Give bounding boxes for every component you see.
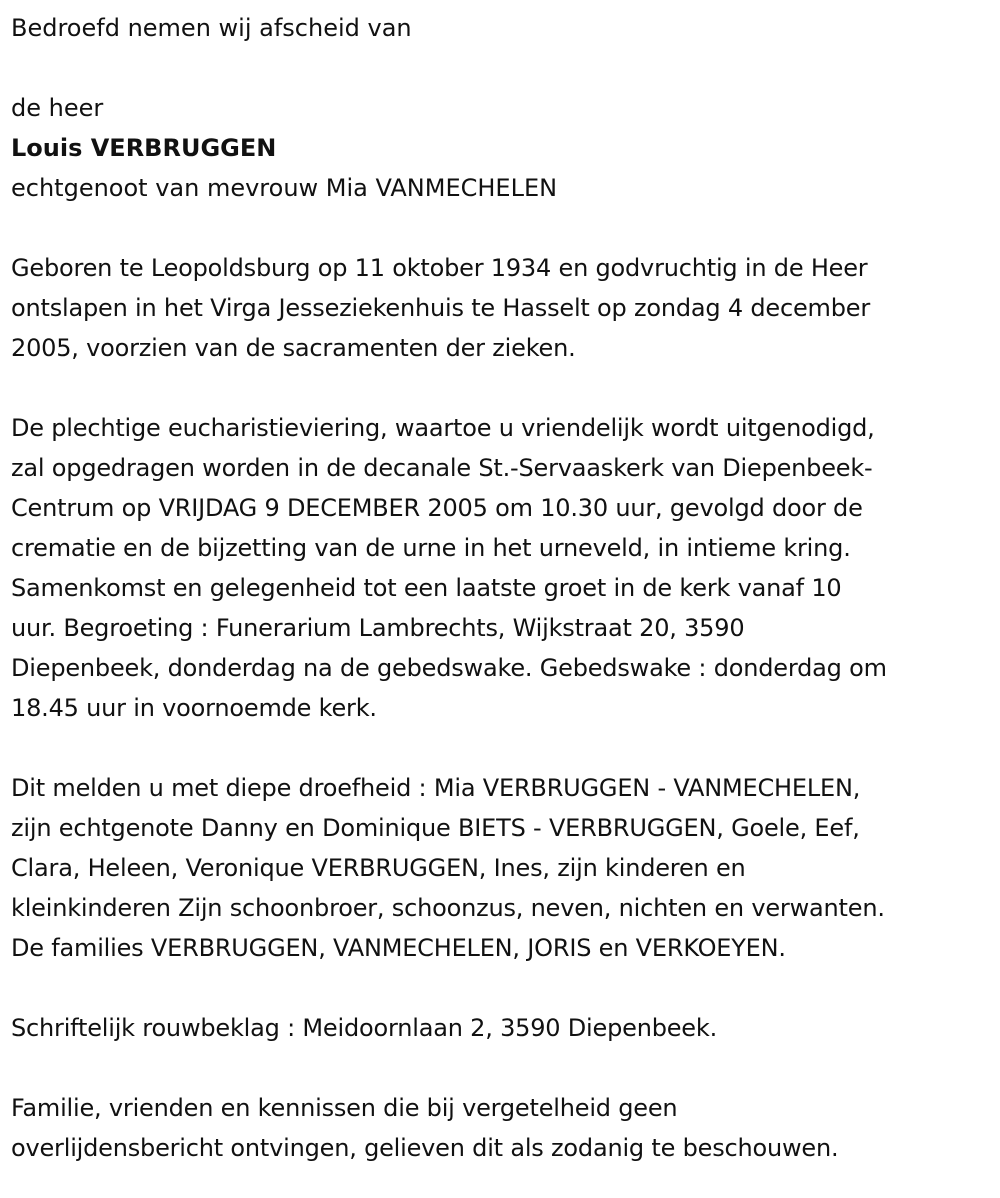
spacer bbox=[11, 208, 992, 248]
ceremony-line: De plechtige eucharistieviering, waartoe u vriendelijk wordt uitgenodigd, bbox=[11, 414, 875, 442]
spacer bbox=[11, 968, 992, 1008]
announcement-line: kleinkinderen Zijn schoonbroer, schoonzus, neven, nichten en verwanten. bbox=[11, 894, 885, 922]
ceremony-line: crematie en de bijzetting van de urne in het urneveld, in intieme kring. bbox=[11, 534, 851, 562]
announcement-paragraph bbox=[11, 768, 992, 968]
ceremony-line: Centrum op VRIJDAG 9 DECEMBER 2005 om 10.30 uur, gevolgd door de bbox=[11, 494, 863, 522]
intro-line: Bedroefd nemen wij afscheid van bbox=[11, 14, 412, 42]
birth-death-line: Geboren te Leopoldsburg op 11 oktober 1934 en godvruchtig in de Heer bbox=[11, 254, 868, 282]
announcement-line: De families VERBRUGGEN, VANMECHELEN, JORIS en VERKOEYEN. bbox=[11, 934, 786, 962]
spacer bbox=[11, 1048, 992, 1088]
birth-death-paragraph bbox=[11, 248, 992, 368]
ceremony-line: uur. Begroeting : Funerarium Lambrechts, Wijkstraat 20, 3590 bbox=[11, 614, 745, 642]
ceremony-paragraph bbox=[11, 408, 992, 728]
spacer bbox=[11, 728, 992, 768]
closing-line: Familie, vrienden en kennissen die bij vergetelheid geen bbox=[11, 1094, 678, 1122]
birth-death-line: 2005, voorzien van de sacramenten der zieken. bbox=[11, 334, 576, 362]
announcement-line: zijn echtgenote Danny en Dominique BIETS - VERBRUGGEN, Goele, Eef, bbox=[11, 814, 860, 842]
ceremony-line: Samenkomst en gelegenheid tot een laatste groet in de kerk vanaf 10 bbox=[11, 574, 842, 602]
announcement-line: Dit melden u met diepe droefheid : Mia VERBRUGGEN - VANMECHELEN, bbox=[11, 774, 861, 802]
deceased-name: Louis VERBRUGGEN bbox=[11, 134, 277, 162]
spouse-line: echtgenoot van mevrouw Mia VANMECHELEN bbox=[11, 174, 558, 202]
ceremony-line: 18.45 uur in voornoemde kerk. bbox=[11, 694, 377, 722]
spacer bbox=[11, 368, 992, 408]
ceremony-line: zal opgedragen worden in de decanale St.-Servaaskerk van Diepenbeek- bbox=[11, 454, 873, 482]
closing-paragraph bbox=[11, 1088, 992, 1168]
condolences-line: Schriftelijk rouwbeklag : Meidoornlaan 2, 3590 Diepenbeek. bbox=[11, 1014, 717, 1042]
birth-death-line: ontslapen in het Virga Jesseziekenhuis te Hasselt op zondag 4 december bbox=[11, 294, 871, 322]
closing-line: overlijdensbericht ontvingen, gelieven dit als zodanig te beschouwen. bbox=[11, 1134, 839, 1162]
ceremony-line: Diepenbeek, donderdag na de gebedswake. Gebedswake : donderdag om bbox=[11, 654, 887, 682]
spacer bbox=[11, 48, 992, 88]
announcement-line: Clara, Heleen, Veronique VERBRUGGEN, Ines, zijn kinderen en bbox=[11, 854, 746, 882]
honorific-title: de heer bbox=[11, 94, 104, 122]
